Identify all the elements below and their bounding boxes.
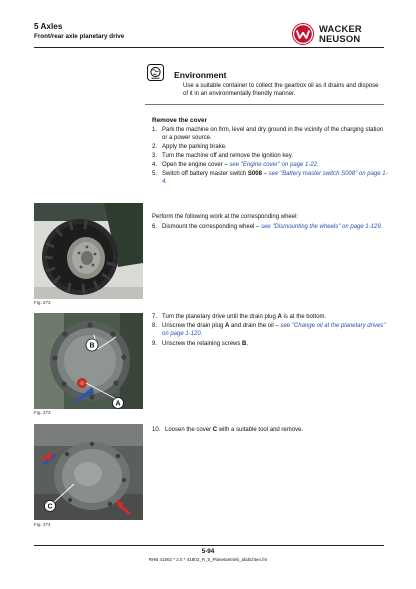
step-number: 8. — [152, 323, 158, 329]
environment-text: Use a suitable container to collect the gearbox oil as it drains and dispose of it in an environmentally friendly manner. — [183, 83, 379, 97]
step-text: Turn the machine off and remove the ignition key. — [162, 153, 293, 159]
step-text-part: Open the engine cover – — [162, 162, 230, 168]
cross-reference-link[interactable]: see "Change oil at the planetary drives" on page 1-120. — [162, 323, 386, 337]
step-number: 2. — [152, 144, 158, 150]
step-text-part: Loosen the cover — [165, 427, 213, 433]
cross-reference-link[interactable]: see "Engine cover" on page 1-22. — [229, 162, 319, 168]
environment-divider — [145, 104, 384, 105]
logo-line-2: NEUSON — [319, 32, 361, 44]
step-text-part: Switch off battery master switch — [162, 171, 248, 177]
step-text — [162, 223, 388, 231]
step-number: 7. — [152, 314, 158, 320]
cross-reference-link[interactable]: see "Battery master switch S008" on page 1-4. — [162, 171, 388, 185]
step-text-part: Unscrew the drain plug — [162, 323, 226, 329]
planetary-drive-photo — [34, 313, 143, 409]
step-number: 1. — [152, 127, 158, 133]
footer-divider — [34, 545, 384, 546]
callout-a: A — [115, 400, 121, 408]
step-text — [162, 170, 388, 186]
step-text-part: Dismount the corresponding wheel – — [162, 224, 262, 230]
step-text — [162, 161, 388, 169]
part-label-a: A — [225, 323, 230, 329]
step-text-part: with a suitable tool and remove. — [217, 427, 304, 433]
figure-273-caption: Fig. 273 — [34, 410, 51, 415]
figure-274-caption: Fig. 274 — [34, 522, 51, 527]
step-number: 5. — [152, 171, 158, 177]
step-text — [162, 340, 388, 348]
step-number: 3. — [152, 153, 158, 159]
brand-logo — [292, 23, 384, 45]
section-subtitle: Front/rear axle planetary drive — [34, 33, 125, 40]
step-number: 10. — [152, 427, 161, 433]
procedure-title: Remove the cover — [152, 117, 208, 124]
logo-wordmark — [319, 24, 362, 43]
figure-272-caption: Fig. 272 — [34, 300, 51, 305]
step-text-part: Turn the planetary drive until the drain plug — [162, 314, 278, 320]
environment-note — [145, 64, 385, 102]
environment-icon — [147, 64, 164, 81]
figure-274-cover-removal — [34, 424, 143, 520]
step-text-part: and drain the oil – — [229, 323, 281, 329]
step-text: Park the machine on firm, level and dry ground in the vicinity of the charging station or a power source. — [162, 127, 384, 141]
step-text-part: . — [246, 341, 249, 347]
part-label-c: C — [212, 427, 218, 433]
chapter-title: 5 Axles — [34, 22, 63, 31]
intro-paragraph: Perform the following work at the corresponding wheel: — [152, 214, 299, 220]
environment-title: Environment — [174, 70, 227, 80]
step-text-part: Unscrew the retaining screws — [162, 341, 243, 347]
header-divider — [34, 47, 384, 48]
cover-removal-photo — [34, 424, 143, 520]
step-text — [165, 426, 391, 434]
part-label-a: A — [277, 314, 282, 320]
step-text — [162, 313, 388, 321]
figure-273-planetary-drive — [34, 313, 143, 409]
wacker-neuson-logo-icon — [292, 23, 314, 45]
step-text — [162, 322, 388, 338]
step-number: 4. — [152, 162, 158, 168]
part-label-b: B — [242, 341, 247, 347]
logo-line-1: WACKER — [319, 23, 362, 34]
step-number: 6. — [152, 224, 158, 230]
wheel-photo — [34, 203, 143, 299]
page-number: 5-94 — [201, 548, 215, 555]
step-text: Apply the parking brake. — [162, 144, 227, 150]
switch-id: S008 — [247, 171, 262, 177]
step-number: 9. — [152, 341, 158, 347]
step-text-part: is at the bottom. — [281, 314, 327, 320]
cross-reference-link[interactable]: see "Dismounting the wheels" on page 1-129. — [261, 224, 383, 230]
callout-b: B — [89, 342, 95, 350]
figure-272-wheel — [34, 203, 143, 299]
document-reference: RHB 41802 * 2.0 * 41802_R_5_Planetantrieb_abdichten.fm — [148, 557, 268, 562]
step-text-part: – — [261, 171, 269, 177]
callout-c: C — [47, 503, 53, 511]
